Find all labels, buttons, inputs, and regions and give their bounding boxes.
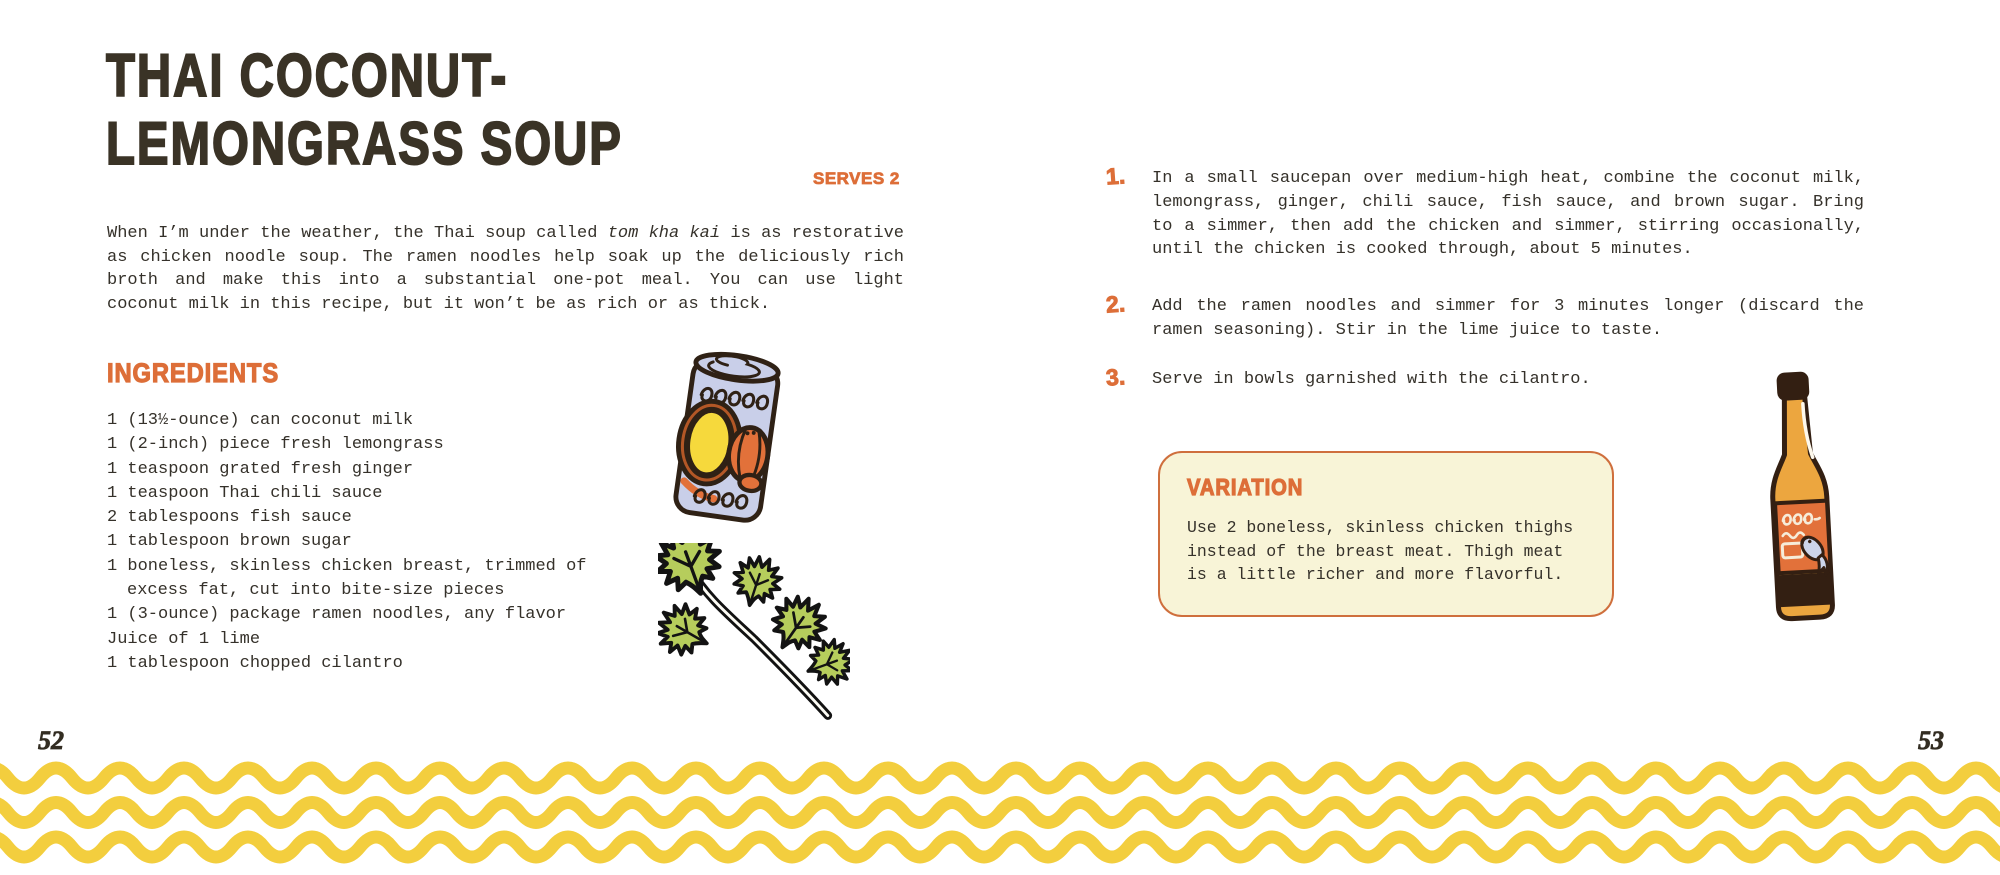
recipe-title-line2: LEMONGRASS SOUP: [106, 110, 623, 177]
intro-line-3: broth and make this into a substantial one-pot meal. You can use light: [107, 271, 904, 291]
intro-line-1: [107, 222, 904, 246]
ingredients-heading: INGREDIENTS: [107, 358, 280, 388]
step-text: In a small saucepan over medium-high heat, combine the coconut milk, lemongrass, ginger, chili sauce, fish sauce, and brown sugar. Bring to a simmer, then add the chicken and simmer, stirring occasionally, until the chicken is cooked through, about 5 minutes.: [1152, 169, 1864, 260]
step-text: Add the ramen noodles and simmer for 3 minutes longer (discard the ramen seasoning). Stir in the lime juice to taste.: [1152, 297, 1864, 340]
instruction-step-2: [1105, 290, 1876, 345]
ingredient-item: 2 tablespoons fish sauce: [107, 508, 352, 528]
variation-box: [1158, 451, 1614, 617]
noodle-wave-row: [0, 837, 2000, 857]
ingredient-item: 1 teaspoon grated fresh ginger: [107, 459, 414, 479]
coconut-milk-can-illustration: [666, 343, 788, 535]
page-number-left: 52: [38, 726, 64, 755]
ingredient-item: 1 (2-inch) piece fresh lemongrass: [107, 435, 444, 455]
recipe-title-line1: THAI COCONUT-: [106, 42, 509, 109]
recipe-title: [106, 42, 623, 178]
intro-text: is as restorative: [720, 224, 904, 243]
instruction-step-1: [1105, 162, 1876, 265]
ingredient-item: Juice of 1 lime: [107, 629, 261, 649]
noodle-wave-row: [0, 803, 2000, 823]
variation-heading: VARIATION: [1187, 474, 1304, 500]
noodle-wave-row: [0, 768, 2000, 788]
step-number: 3.: [1105, 363, 1127, 391]
page-number-right: 53: [1918, 726, 1944, 755]
cilantro-illustration: [658, 543, 850, 728]
serves-label: SERVES 2: [813, 169, 900, 188]
ingredient-item: 1 teaspoon Thai chili sauce: [107, 483, 383, 503]
variation-text: Use 2 boneless, skinless chicken thighs instead of the breast meat. Thigh meat is a little richer and more flavorful.: [1187, 518, 1574, 584]
ingredient-item: 1 tablespoon chopped cilantro: [107, 653, 403, 673]
step-text: Serve in bowls garnished with the cilantro.: [1152, 370, 1591, 389]
recipe-intro: [107, 222, 904, 316]
fish-sauce-bottle-illustration: [1744, 368, 1856, 636]
step-number: 2.: [1105, 290, 1127, 318]
intro-line-2: as chicken noodle soup. The ramen noodles help soak up the deliciously rich: [107, 247, 904, 267]
intro-text: When I’m under the weather, the Thai soup called: [107, 224, 608, 243]
intro-line-4: coconut milk in this recipe, but it won’t be as rich or as thick.: [107, 294, 771, 314]
ingredient-item: 1 (3-ounce) package ramen noodles, any flavor: [107, 605, 567, 625]
ingredient-item: 1 tablespoon brown sugar: [107, 532, 352, 552]
ingredient-item: 1 (13½-ounce) can coconut milk: [107, 411, 414, 430]
ingredient-item: 1 boneless, skinless chicken breast, trimmed of excess fat, cut into bite-size pieces: [107, 556, 587, 601]
noodle-wave-border: [0, 759, 2000, 875]
ingredients-list: [107, 409, 607, 676]
step-number: 1.: [1105, 162, 1127, 190]
intro-italic-dish-name: tom kha kai: [607, 224, 721, 243]
